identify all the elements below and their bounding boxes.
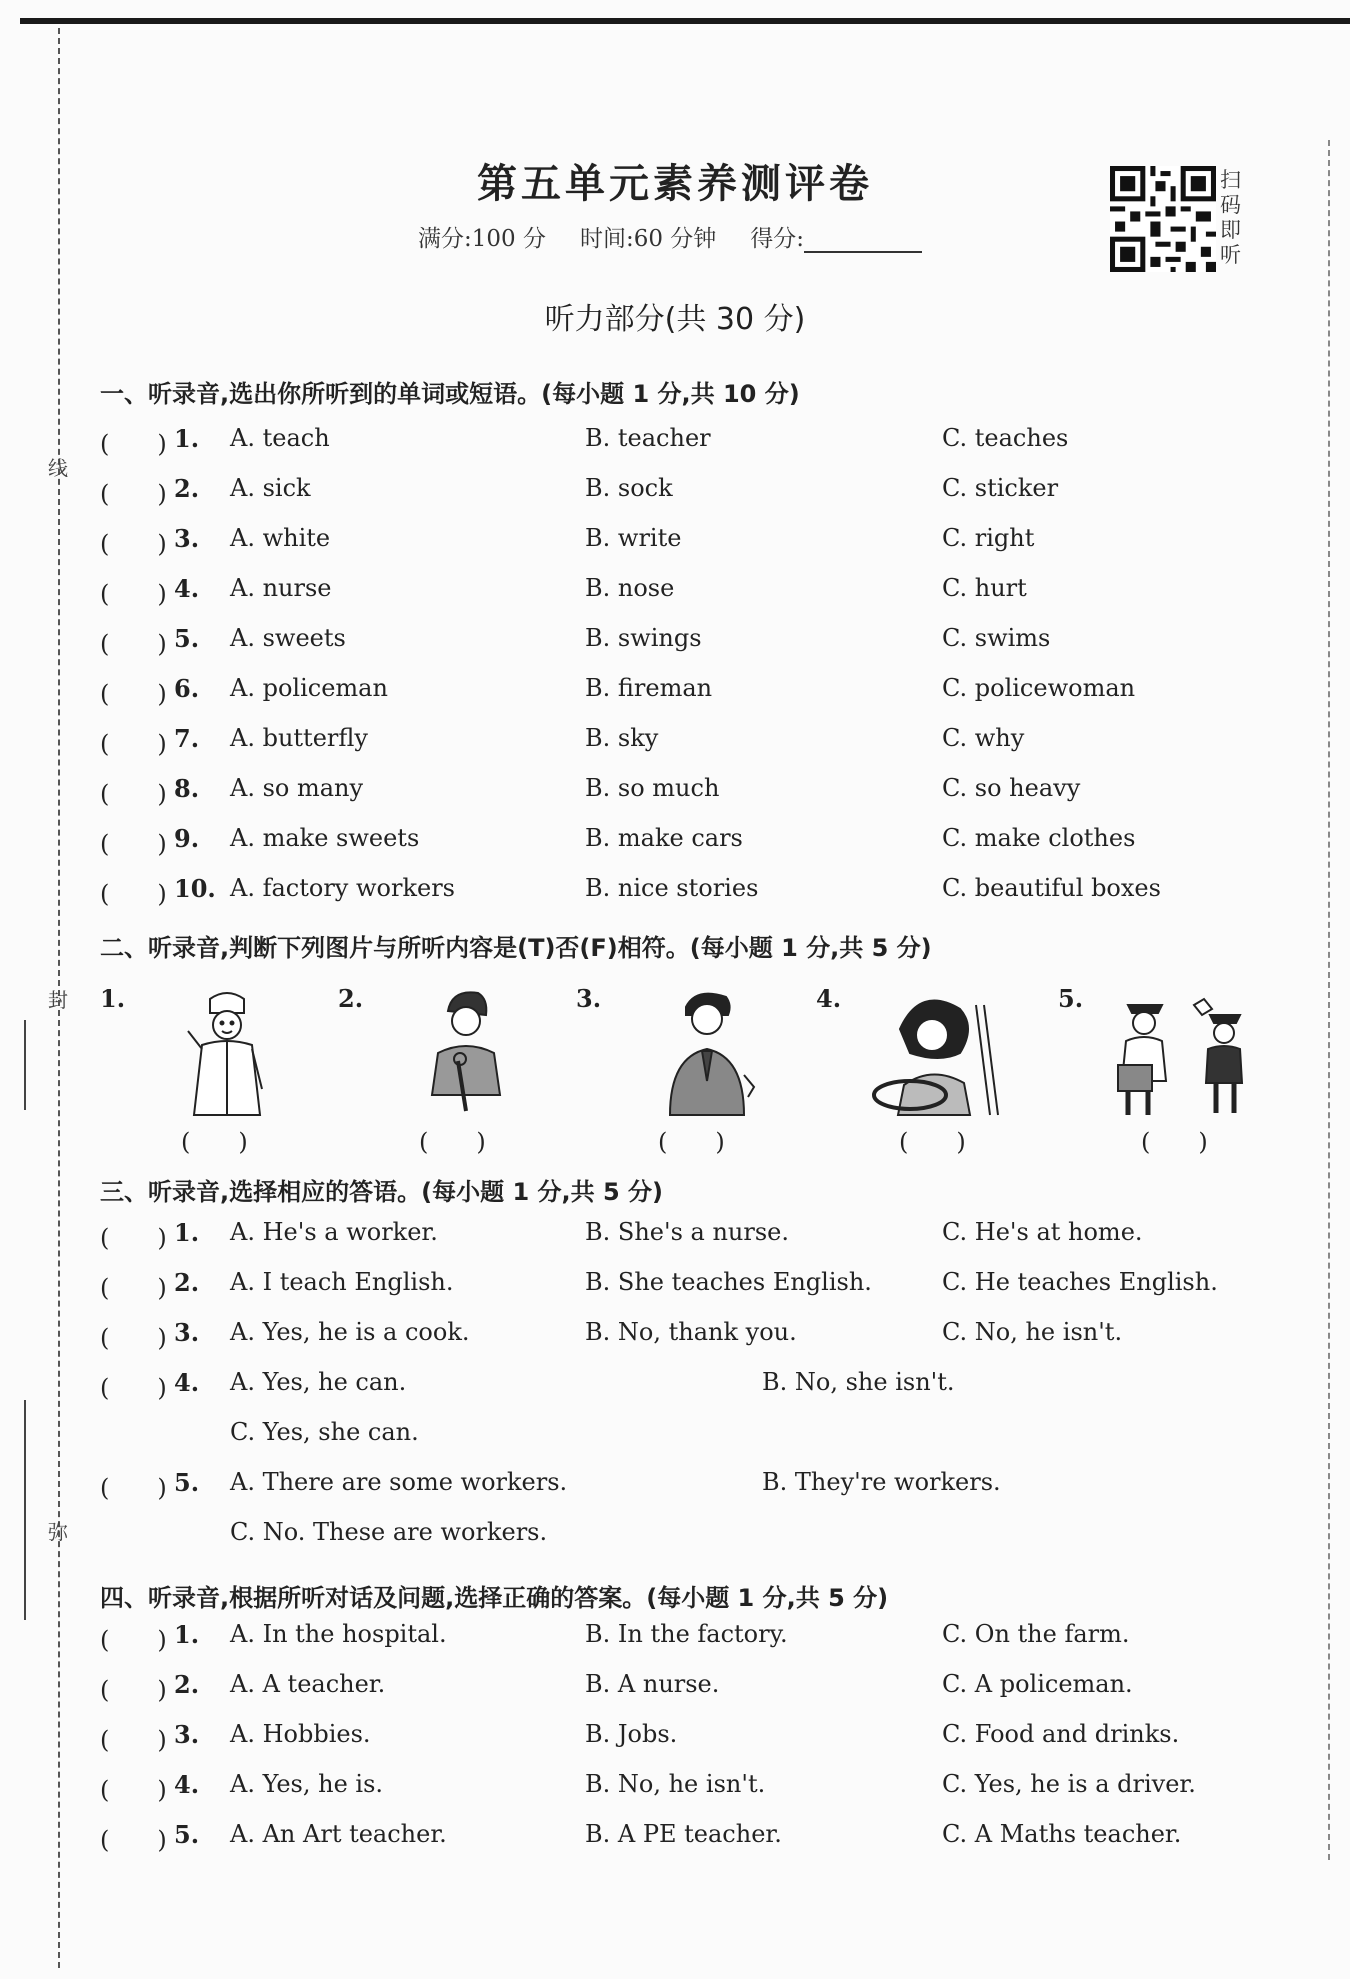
answer-parentheses[interactable]: () bbox=[658, 1128, 773, 1156]
postmen-icon bbox=[1104, 985, 1264, 1120]
option-a: A. sick bbox=[230, 474, 311, 502]
option-b: B. She teaches English. bbox=[585, 1268, 872, 1296]
option-b: B. A PE teacher. bbox=[585, 1820, 782, 1848]
option-c: C. Yes, he is a driver. bbox=[942, 1770, 1196, 1798]
option-c: C. Food and drinks. bbox=[942, 1720, 1180, 1748]
answer-parentheses[interactable]: ( ) bbox=[100, 430, 167, 458]
option-a: A. factory workers bbox=[230, 874, 455, 902]
question-number: 1. bbox=[174, 424, 200, 453]
question-number: 1. bbox=[174, 1620, 200, 1649]
side-mark-xian: 线 bbox=[48, 456, 68, 480]
option-b: B. No, thank you. bbox=[585, 1318, 797, 1346]
option-a: A. Yes, he is. bbox=[230, 1770, 384, 1798]
score-label: 得分: bbox=[750, 226, 805, 252]
option-b: B. teacher bbox=[585, 424, 711, 452]
page-title: 第五单元素养测评卷 bbox=[477, 160, 873, 207]
option-c: C. so heavy bbox=[942, 774, 1081, 802]
option-b: B. No, she isn't. bbox=[762, 1368, 955, 1396]
answer-parentheses[interactable]: ( ) bbox=[100, 1776, 167, 1804]
answer-parentheses[interactable]: ( ) bbox=[100, 1676, 167, 1704]
question-number: 4. bbox=[174, 1368, 200, 1397]
answer-parentheses[interactable]: ( ) bbox=[100, 1274, 167, 1302]
option-a: A. There are some workers. bbox=[230, 1468, 568, 1496]
option-c: C. Yes, she can. bbox=[230, 1418, 419, 1446]
option-b: B. swings bbox=[585, 624, 702, 652]
answer-parentheses[interactable]: ( ) bbox=[100, 1224, 167, 1252]
qr-code-icon[interactable] bbox=[1110, 166, 1216, 272]
option-c: C. No. These are workers. bbox=[230, 1518, 548, 1546]
option-b: B. make cars bbox=[585, 824, 743, 852]
option-c: C. A policeman. bbox=[942, 1670, 1133, 1698]
answer-parentheses[interactable]: () bbox=[181, 1128, 296, 1156]
option-c: C. hurt bbox=[942, 574, 1027, 602]
option-b: B. They're workers. bbox=[762, 1468, 1001, 1496]
section1-heading: 一、听录音,选出你所听到的单词或短语。(每小题 1 分,共 10 分) bbox=[100, 380, 800, 408]
option-a: A. teach bbox=[230, 424, 330, 452]
answer-parentheses[interactable]: () bbox=[419, 1128, 534, 1156]
option-b: B. nose bbox=[585, 574, 675, 602]
option-a: A. sweets bbox=[230, 624, 346, 652]
option-a: A. policeman bbox=[230, 674, 388, 702]
question-number: 3. bbox=[174, 524, 200, 553]
answer-parentheses[interactable]: ( ) bbox=[100, 1474, 167, 1502]
mechanic-with-wrench-icon bbox=[410, 985, 520, 1120]
right-dashed-line bbox=[1328, 140, 1330, 1860]
option-b: B. sock bbox=[585, 474, 673, 502]
answer-parentheses[interactable]: ( ) bbox=[100, 1826, 167, 1854]
answer-parentheses[interactable]: ( ) bbox=[100, 580, 167, 608]
answer-parentheses[interactable]: ( ) bbox=[100, 880, 167, 908]
option-c: C. No, he isn't. bbox=[942, 1318, 1123, 1346]
side-mark-mi: 弥 bbox=[48, 1520, 68, 1544]
option-b: B. No, he isn't. bbox=[585, 1770, 766, 1798]
score-blank[interactable] bbox=[804, 233, 922, 253]
top-border bbox=[20, 18, 1350, 24]
answer-parentheses[interactable]: ( ) bbox=[100, 680, 167, 708]
option-a: A. make sweets bbox=[230, 824, 420, 852]
question-number: 10. bbox=[174, 874, 216, 903]
section3-heading: 三、听录音,选择相应的答语。(每小题 1 分,共 5 分) bbox=[100, 1178, 663, 1206]
answer-parentheses[interactable]: ( ) bbox=[100, 730, 167, 758]
option-a: A. Hobbies. bbox=[230, 1720, 371, 1748]
option-b: B. She's a nurse. bbox=[585, 1218, 790, 1246]
answer-parentheses[interactable]: ( ) bbox=[100, 1324, 167, 1352]
option-c: C. teaches bbox=[942, 424, 1069, 452]
option-b: B. sky bbox=[585, 724, 659, 752]
option-c: C. beautiful boxes bbox=[942, 874, 1161, 902]
time-limit: 时间:60 分钟 bbox=[579, 226, 717, 252]
score-meta bbox=[418, 220, 922, 253]
woman-driving-icon bbox=[860, 985, 1010, 1120]
option-a: A. white bbox=[230, 524, 331, 552]
option-a: A. I teach English. bbox=[230, 1268, 454, 1296]
option-c: C. He's at home. bbox=[942, 1218, 1143, 1246]
doctor-icon bbox=[172, 985, 282, 1120]
question-number: 8. bbox=[174, 774, 200, 803]
question-number: 3. bbox=[174, 1720, 200, 1749]
side-mark-feng: 封 bbox=[48, 988, 68, 1012]
question-number: 7. bbox=[174, 724, 200, 753]
option-c: C. On the farm. bbox=[942, 1620, 1130, 1648]
picture-number: 4. bbox=[816, 984, 842, 1013]
option-b: B. fireman bbox=[585, 674, 713, 702]
option-c: C. make clothes bbox=[942, 824, 1136, 852]
option-c: C. He teaches English. bbox=[942, 1268, 1218, 1296]
option-c: C. right bbox=[942, 524, 1035, 552]
side-fill-line bbox=[24, 1020, 26, 1110]
question-number: 6. bbox=[174, 674, 200, 703]
option-b: B. nice stories bbox=[585, 874, 759, 902]
answer-parentheses[interactable]: ( ) bbox=[100, 1626, 167, 1654]
option-c: C. policewoman bbox=[942, 674, 1136, 702]
question-number: 5. bbox=[174, 624, 200, 653]
option-a: A. so many bbox=[230, 774, 364, 802]
question-number: 5. bbox=[174, 1468, 200, 1497]
part-title: 听力部分(共 30 分) bbox=[544, 302, 806, 337]
answer-parentheses[interactable]: ( ) bbox=[100, 530, 167, 558]
full-score: 满分:100 分 bbox=[418, 226, 546, 252]
question-number: 4. bbox=[174, 1770, 200, 1799]
option-a: A. nurse bbox=[230, 574, 332, 602]
answer-parentheses[interactable]: () bbox=[899, 1128, 1014, 1156]
option-a: A. Yes, he is a cook. bbox=[230, 1318, 470, 1346]
question-number: 1. bbox=[174, 1218, 200, 1247]
option-b: B. so much bbox=[585, 774, 720, 802]
picture-number: 1. bbox=[100, 984, 126, 1013]
option-a: A. Yes, he can. bbox=[230, 1368, 407, 1396]
question-number: 9. bbox=[174, 824, 200, 853]
section4-heading: 四、听录音,根据所听对话及问题,选择正确的答案。(每小题 1 分,共 5 分) bbox=[100, 1584, 889, 1612]
qr-label: 扫 码 即 听 bbox=[1220, 168, 1241, 267]
man-with-tie-icon bbox=[652, 985, 762, 1120]
option-c: C. sticker bbox=[942, 474, 1059, 502]
option-a: A. In the hospital. bbox=[230, 1620, 447, 1648]
answer-parentheses[interactable]: ( ) bbox=[100, 830, 167, 858]
picture-number: 2. bbox=[338, 984, 364, 1013]
option-a: A. An Art teacher. bbox=[230, 1820, 447, 1848]
answer-parentheses[interactable]: ( ) bbox=[100, 630, 167, 658]
option-b: B. In the factory. bbox=[585, 1620, 788, 1648]
answer-parentheses[interactable]: ( ) bbox=[100, 1726, 167, 1754]
picture-number: 5. bbox=[1058, 984, 1084, 1013]
option-a: A. He's a worker. bbox=[230, 1218, 438, 1246]
option-c: C. A Maths teacher. bbox=[942, 1820, 1182, 1848]
answer-parentheses[interactable]: ( ) bbox=[100, 780, 167, 808]
side-fill-line bbox=[24, 1400, 26, 1620]
question-number: 4. bbox=[174, 574, 200, 603]
option-b: B. Jobs. bbox=[585, 1720, 678, 1748]
option-b: B. A nurse. bbox=[585, 1670, 720, 1698]
answer-parentheses[interactable]: () bbox=[1141, 1128, 1256, 1156]
question-number: 5. bbox=[174, 1820, 200, 1849]
option-c: C. swims bbox=[942, 624, 1051, 652]
picture-number: 3. bbox=[576, 984, 602, 1013]
answer-parentheses[interactable]: ( ) bbox=[100, 1374, 167, 1402]
answer-parentheses[interactable]: ( ) bbox=[100, 480, 167, 508]
option-a: A. A teacher. bbox=[230, 1670, 386, 1698]
question-number: 2. bbox=[174, 1268, 200, 1297]
section2-heading: 二、听录音,判断下列图片与所听内容是(T)否(F)相符。(每小题 1 分,共 5 分) bbox=[100, 934, 932, 962]
question-number: 2. bbox=[174, 1670, 200, 1699]
option-a: A. butterfly bbox=[230, 724, 368, 752]
question-number: 3. bbox=[174, 1318, 200, 1347]
question-number: 2. bbox=[174, 474, 200, 503]
option-b: B. write bbox=[585, 524, 682, 552]
option-c: C. why bbox=[942, 724, 1025, 752]
